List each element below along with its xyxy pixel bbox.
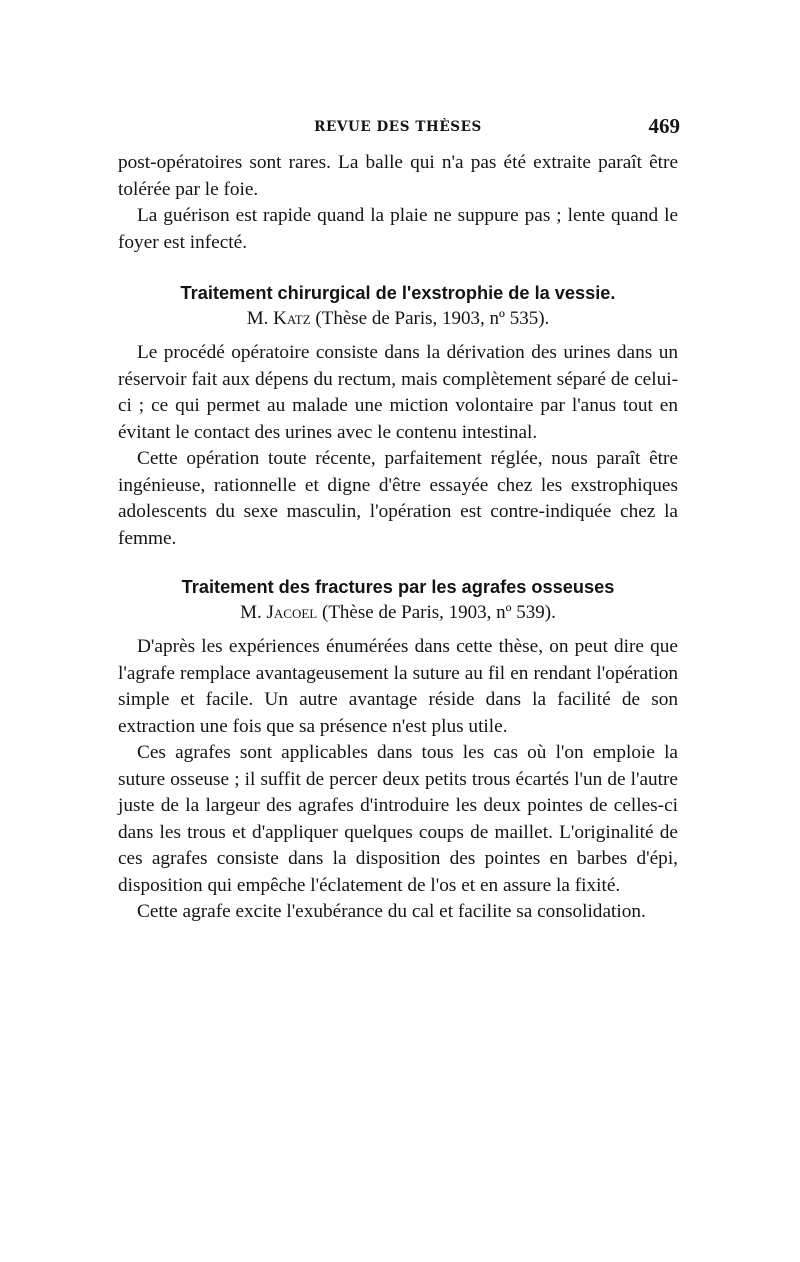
thesis-reference: (Thèse de Paris, 1903, nº 539).: [322, 602, 556, 623]
thesis-reference: (Thèse de Paris, 1903, nº 535).: [315, 308, 550, 329]
running-title: REVUE DES THÈSES: [314, 119, 482, 135]
section-citation-jacoel: [118, 600, 678, 626]
paragraph: Ces agrafes sont applicables dans tous les cas où l'on emploie la suture osseuse ; il suffit de percer deux petits trous écartés l'un de l'autre juste de la largeur des agrafes d'introduire les deux pointes de celles-ci dans les trous et d'appliquer quelques coups de maillet. L'originalité de ces agrafes consiste dans la disposition des pointes en barbes d'épi, disposition qui empêche l'éclatement de l'os et en assure la fixité.: [118, 742, 678, 896]
intro-paragraph-2: La guérison est rapide quand la plaie ne suppure pas ; lente quand le foyer est infecté.: [118, 205, 678, 253]
paragraph: D'après les expériences énumérées dans cette thèse, on peut dire que l'agrafe remplace avantageusement la suture au fil en rendant l'opération simple et facile. Un autre avantage réside dans la facilité de son extraction une fois que sa présence n'est plus utile.: [118, 636, 678, 737]
page-number: 469: [648, 114, 680, 138]
section-citation-katz: [118, 306, 678, 332]
running-header: [118, 116, 678, 140]
paragraph: Le procédé opératoire consiste dans la dérivation des urines dans un réservoir fait aux dépens du rectum, mais complètement séparé de celui-ci ; ce qui permet au malade une miction volontaire par l'anus tout en évitant le contact des urines avec le contenu intestinal.: [118, 342, 678, 443]
author-name: M. Katz: [246, 308, 311, 329]
paragraph: Cette opération toute récente, parfaitement réglée, nous paraît être ingénieuse, rationnelle et digne d'être essayée chez les exstrophiques adolescents du sexe masculin, l'opération est contre-indiquée chez la femme.: [118, 448, 678, 549]
author-name: M. Jacoel: [240, 602, 318, 623]
section-title-exstrophie: Traitement chirurgical de l'exstrophie de la vessie.: [180, 283, 616, 303]
paragraph: Cette agrafe excite l'exubérance du cal et facilite sa consolidation.: [137, 901, 646, 922]
section-title-fractures: Traitement des fractures par les agrafes osseuses: [181, 577, 615, 597]
intro-paragraph-1: post-opératoires sont rares. La balle qui n'a pas été extraite paraît être tolérée par le foie.: [118, 152, 678, 200]
page-body: [118, 150, 678, 926]
